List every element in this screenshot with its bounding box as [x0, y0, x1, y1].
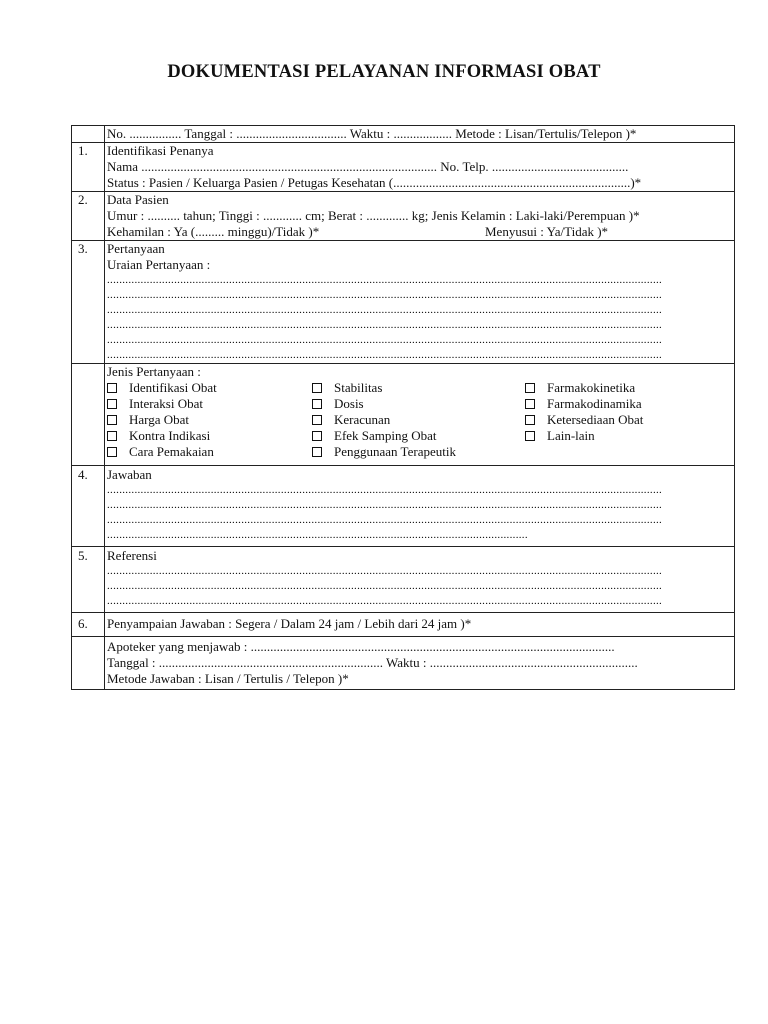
row-number: 5.	[72, 547, 105, 612]
checkbox[interactable]	[312, 399, 322, 409]
option-efek-samping-obat[interactable]: Efek Samping Obat	[312, 428, 525, 444]
checkbox[interactable]	[312, 415, 322, 425]
checkbox[interactable]	[107, 399, 117, 409]
checkbox-grid	[107, 380, 734, 465]
uraian-dotline[interactable]: ......................................................................................................................................................................................	[107, 349, 663, 361]
checkbox[interactable]	[525, 415, 535, 425]
option-lain-lain[interactable]: Lain-lain	[525, 428, 715, 444]
uraian-dotline[interactable]: ......................................................................................................................................................................................	[107, 274, 663, 286]
penyampaian-field[interactable]: Penyampaian Jawaban : Segera / Dalam 24 jam / Lebih dari 24 jam )*	[107, 616, 472, 631]
header-row	[72, 126, 734, 142]
row-number-empty	[72, 364, 105, 465]
apoteker-field[interactable]: Apoteker yang menjawab : ................................................................................................................	[107, 639, 615, 654]
row-number: 2.	[72, 192, 105, 240]
section-data-pasien	[72, 191, 734, 240]
checkbox[interactable]	[312, 447, 322, 457]
option-harga-obat[interactable]: Harga Obat	[107, 412, 312, 428]
menyusui-field[interactable]: Menyusui : Ya/Tidak )*	[485, 224, 609, 239]
row-number-empty	[72, 126, 105, 142]
checkbox[interactable]	[312, 383, 322, 393]
referensi-dotline[interactable]: ......................................................................................................................................................................................	[107, 580, 663, 592]
section-jenis-pertanyaan	[72, 363, 734, 465]
row-number: 1.	[72, 143, 105, 191]
uraian-label: Uraian Pertanyaan :	[107, 257, 211, 272]
tanggal-waktu-field[interactable]: Tanggal : ..................................................................... Waktu : ................................................................	[107, 655, 638, 670]
option-dosis[interactable]: Dosis	[312, 396, 525, 412]
row-number-empty	[72, 637, 105, 689]
kehamilan-field[interactable]: Kehamilan : Ya (......... minggu)/Tidak )*	[107, 224, 320, 239]
header-line[interactable]: No. ................ Tanggal : .................................. Waktu : .................. Metode : Lisan/Tertulis/Telepon )*	[107, 126, 637, 141]
checkbox[interactable]	[525, 431, 535, 441]
section-heading: Pertanyaan	[107, 241, 165, 256]
row-number: 4.	[72, 466, 105, 546]
uraian-dotline[interactable]: ......................................................................................................................................................................................	[107, 334, 663, 346]
grid-filler	[525, 444, 715, 460]
option-keracunan[interactable]: Keracunan	[312, 412, 525, 428]
section-referensi	[72, 546, 734, 612]
section-pertanyaan	[72, 240, 734, 363]
checkbox[interactable]	[107, 415, 117, 425]
jenis-label: Jenis Pertanyaan :	[107, 364, 201, 379]
jawaban-dotline[interactable]: ......................................................................................................................................................................................	[107, 484, 663, 496]
checkbox[interactable]	[525, 383, 535, 393]
section-heading: Jawaban	[107, 467, 152, 482]
section-identifikasi-penanya	[72, 142, 734, 191]
checkbox[interactable]	[525, 399, 535, 409]
checkbox[interactable]	[312, 431, 322, 441]
jawaban-dotline[interactable]: ......................................................................................................................................................................................	[107, 514, 663, 526]
checkbox[interactable]	[107, 447, 117, 457]
section-heading: Identifikasi Penanya	[107, 143, 214, 158]
option-interaksi-obat[interactable]: Interaksi Obat	[107, 396, 312, 412]
row-number: 3.	[72, 241, 105, 363]
option-stabilitas[interactable]: Stabilitas	[312, 380, 525, 396]
option-ketersediaan-obat[interactable]: Ketersediaan Obat	[525, 412, 715, 428]
referensi-dotline[interactable]: ......................................................................................................................................................................................	[107, 595, 663, 607]
apoteker-section	[72, 636, 734, 689]
uraian-dotline[interactable]: ......................................................................................................................................................................................	[107, 304, 663, 316]
referensi-dotline[interactable]: ......................................................................................................................................................................................	[107, 565, 663, 577]
metode-jawaban-field[interactable]: Metode Jawaban : Lisan / Tertulis / Telepon )*	[107, 671, 349, 686]
option-cara-pemakaian[interactable]: Cara Pemakaian	[107, 444, 312, 460]
status-field[interactable]: Status : Pasien / Keluarga Pasien / Petugas Kesehatan (.........................................................................)*	[107, 175, 642, 190]
section-jawaban	[72, 465, 734, 546]
umur-field[interactable]: Umur : .......... tahun; Tinggi : ............ cm; Berat : ............. kg; Jenis Kelamin : Laki-laki/Perempuan )*	[107, 208, 640, 223]
uraian-dotline[interactable]: ......................................................................................................................................................................................	[107, 289, 663, 301]
section-penyampaian-jawaban	[72, 612, 734, 636]
document-title: DOKUMENTASI PELAYANAN INFORMASI OBAT	[167, 62, 601, 82]
row-number: 6.	[72, 613, 105, 636]
checkbox[interactable]	[107, 383, 117, 393]
jawaban-dotline-last[interactable]: ..........................................................................................................................................	[107, 529, 528, 541]
form-table	[71, 125, 735, 690]
option-farmakokinetika[interactable]: Farmakokinetika	[525, 380, 715, 396]
uraian-dotline[interactable]: ......................................................................................................................................................................................	[107, 319, 663, 331]
option-kontra-indikasi[interactable]: Kontra Indikasi	[107, 428, 312, 444]
option-identifikasi-obat[interactable]: Identifikasi Obat	[107, 380, 312, 396]
section-heading: Referensi	[107, 548, 157, 563]
option-penggunaan-terapeutik[interactable]: Penggunaan Terapeutik	[312, 444, 525, 460]
jawaban-dotline[interactable]: ......................................................................................................................................................................................	[107, 499, 663, 511]
option-farmakodinamika[interactable]: Farmakodinamika	[525, 396, 715, 412]
nama-field[interactable]: Nama ........................................................................................... No. Telp. ..........................................	[107, 159, 629, 174]
section-heading: Data Pasien	[107, 192, 169, 207]
checkbox[interactable]	[107, 431, 117, 441]
